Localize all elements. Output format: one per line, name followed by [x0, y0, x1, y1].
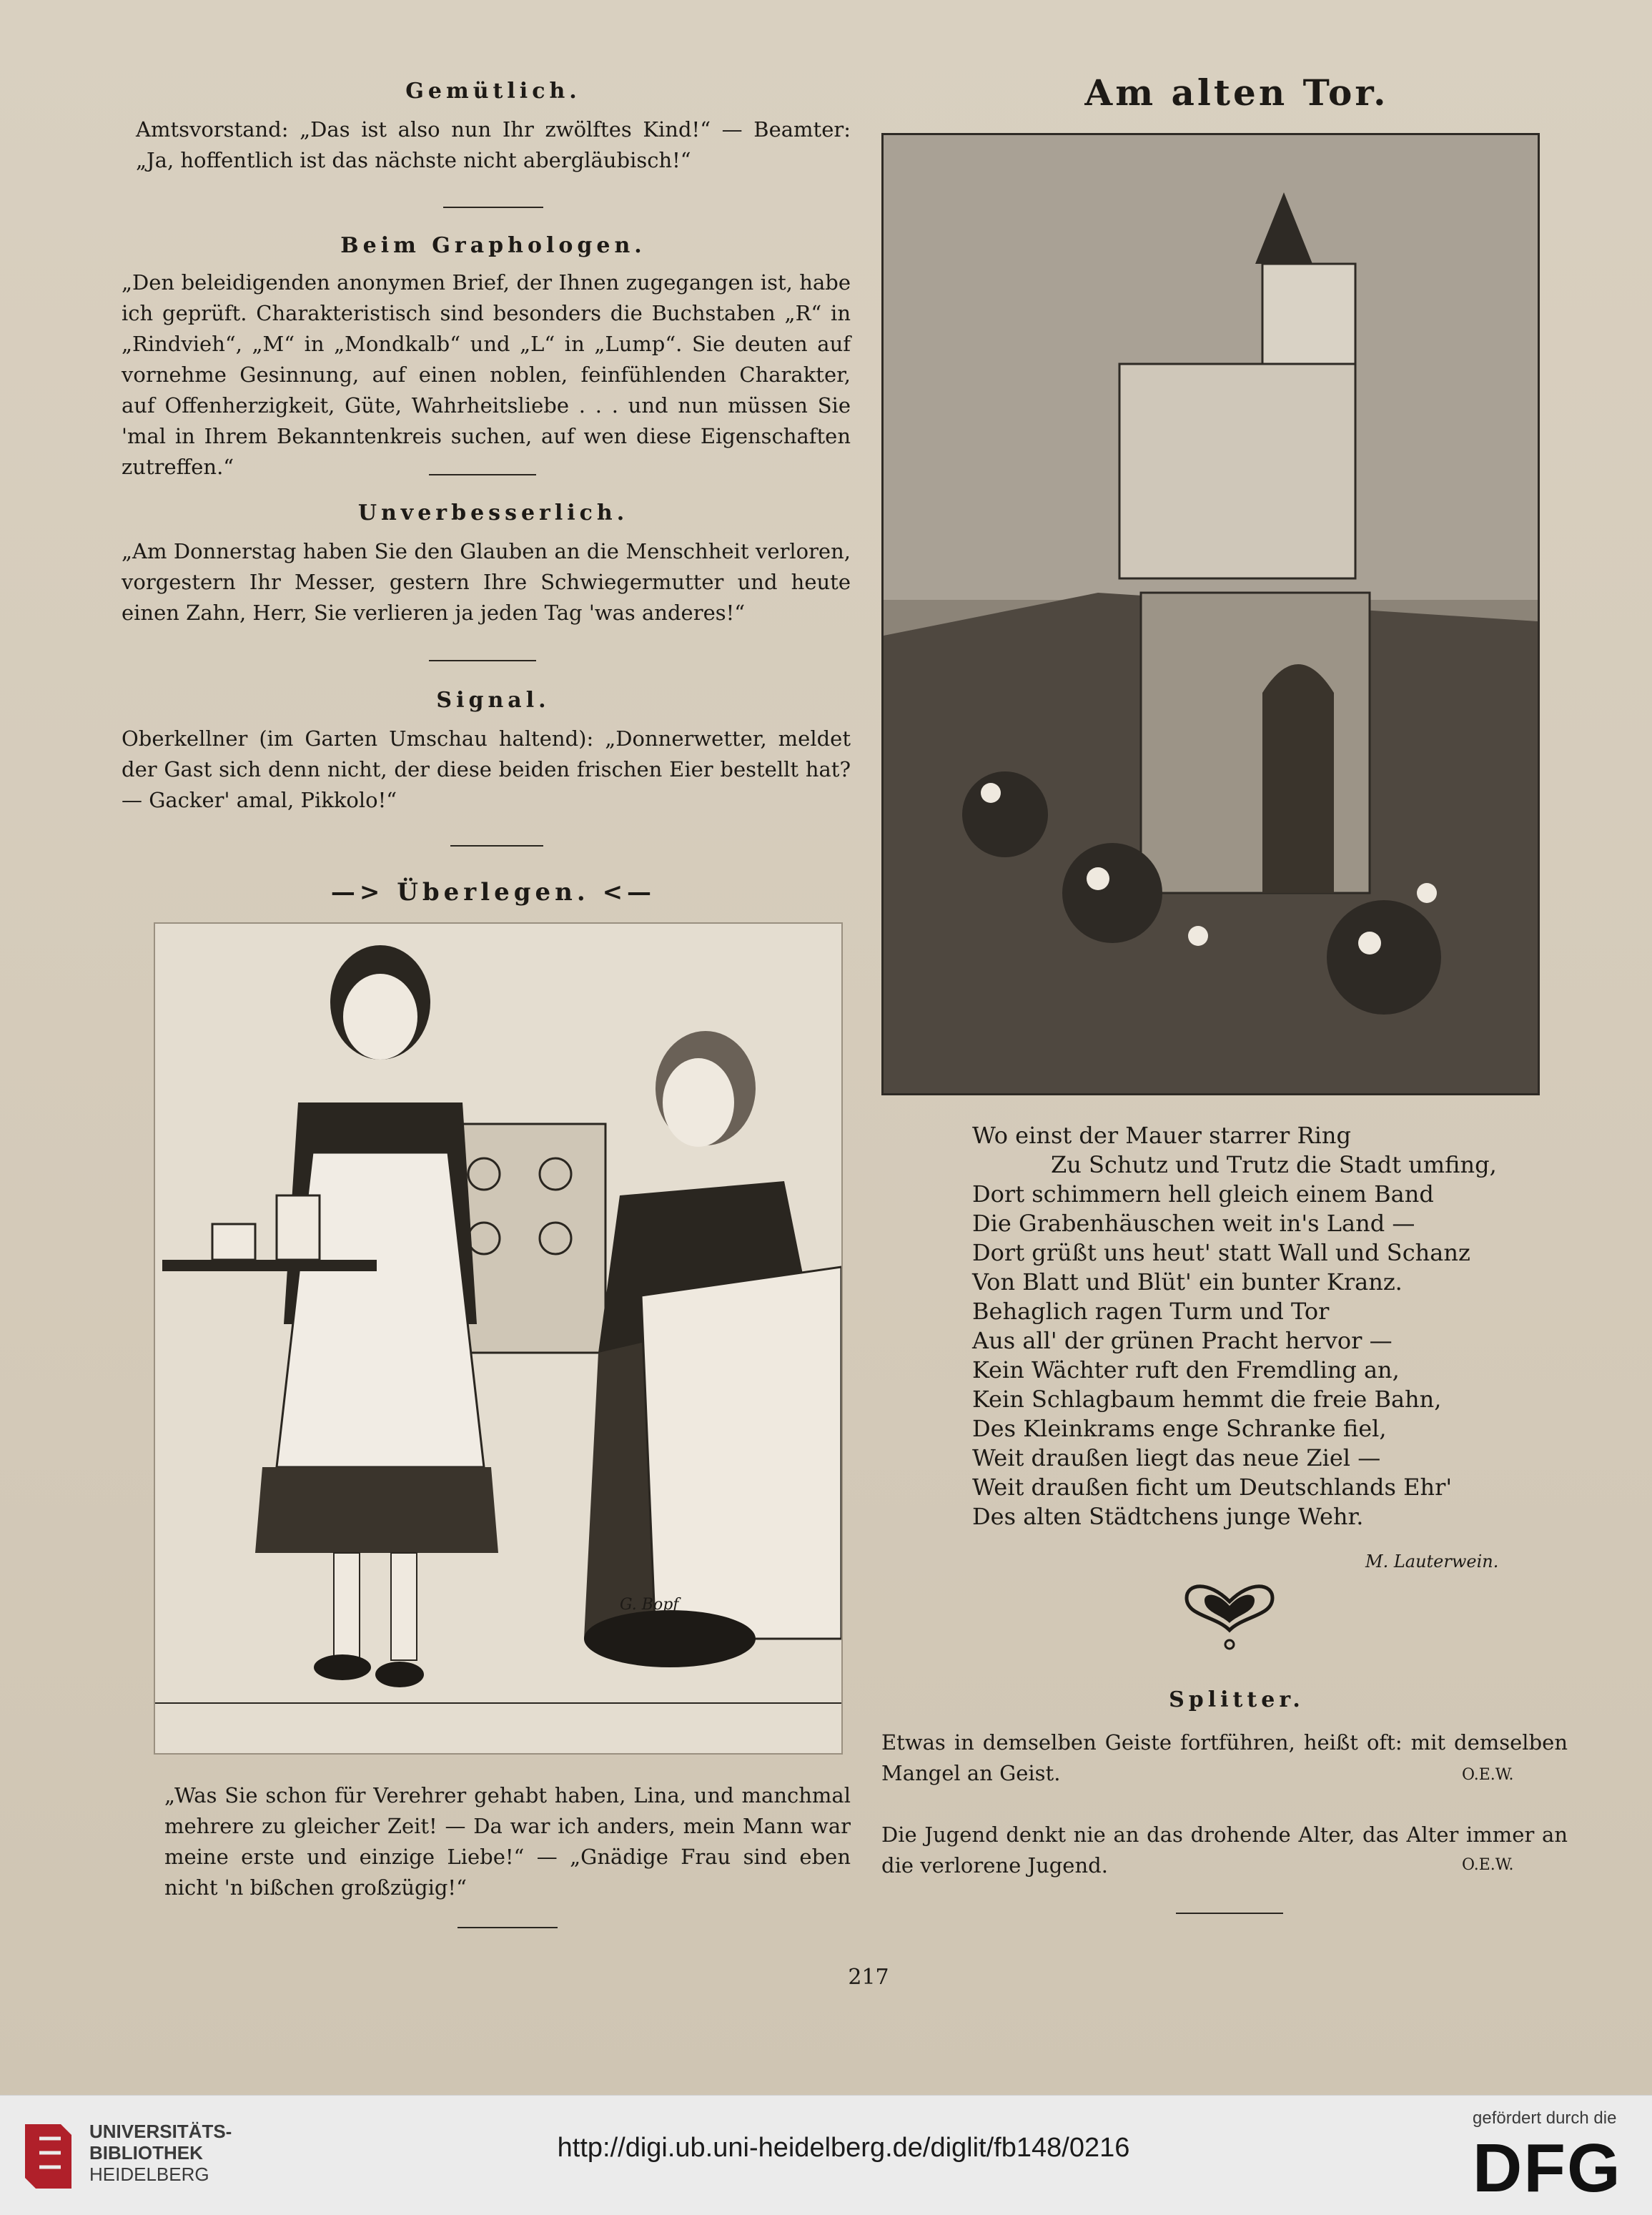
heading-splitter: Splitter. — [1169, 1687, 1305, 1712]
cartoon-drawing — [155, 924, 841, 1753]
poem-line: Aus all' der grünen Pracht hervor — — [972, 1327, 1393, 1354]
poem-body — [972, 1121, 1530, 1531]
poem-line: Behaglich ragen Turm und Tor — [972, 1298, 1330, 1325]
divider — [429, 660, 536, 661]
text-gemuetlich: Amtsvorstand: „Das ist also nun Ihr zwölftes Kind!“ — Beamter: „Ja, hoffentlich ist das nächste nicht abergläubisch!“ — [136, 117, 851, 172]
divider — [443, 207, 543, 208]
splitter-initials-2: O.E.W. — [1462, 1856, 1514, 1874]
poem-line: Weit draußen ficht um Deutschlands Ehr' — [972, 1474, 1453, 1501]
dfg-logo[interactable]: DFG — [1473, 2130, 1622, 2206]
library-name-line3: HEIDELBERG — [89, 2164, 209, 2185]
library-logo-icon — [18, 2117, 82, 2196]
splitter-item-2: Die Jugend denkt nie an das drohende Alter, das Alter immer an die verlorene Jugend. — [881, 1822, 1568, 1878]
source-url[interactable]: http://digi.ub.uni-heidelberg.de/diglit/fb148/0216 — [557, 2133, 1130, 2163]
text-graphologe: „Den beleidigenden anonymen Brief, der Ihnen zugegangen ist, habe ich geprüft. Charakteristisch sind besonders die Buchstaben „R“ in „Rindvieh“, „M“ in „Mondkalb“ und „L“ in „Lump“. Sie deuten auf vornehme Gesinnung, auf einen noblen, feinfühlenden Charakter, auf Offenherzigkeit, Güte, Wahrheitsliebe . . . und nun müssen Sie 'mal in Ihrem Bekanntenkreis suchen, auf wen diese Eigenschaften zutreffen.“ — [122, 270, 851, 479]
heading-graphologe: Beim Graphologen. — [340, 233, 646, 258]
divider — [450, 845, 543, 847]
library-name-line2: BIBLIOTHEK — [89, 2142, 203, 2164]
poem-line: Dort schimmern hell gleich einem Band — [972, 1180, 1434, 1208]
heading-signal: Signal. — [436, 688, 550, 713]
castle-gate-engraving — [881, 133, 1540, 1095]
castle-drawing — [884, 135, 1538, 1093]
artist-signature: G. Bopf — [620, 1596, 679, 1614]
divider — [1176, 1913, 1283, 1914]
splitter-item-1: Etwas in demselben Geiste fortführen, heißt oft: mit demselben Mangel an Geist. — [881, 1730, 1568, 1785]
heading-unverbesserlich: Unverbesserlich. — [357, 500, 629, 526]
divider — [457, 1927, 558, 1928]
library-logo[interactable] — [18, 2117, 82, 2196]
poem-author: M. Lauterwein. — [1365, 1552, 1499, 1572]
heading-gemuetlich: Gemütlich. — [405, 79, 581, 104]
cartoon-caption: „Was Sie schon für Verehrer gehabt haben, Lina, und manchmal mehrere zu gleicher Zeit! — Da war ich anders, mein Mann war meine erste und einzige Liebe!“ — „Gnädige Frau sind eben nicht 'n bißchen großzügig!“ — [164, 1783, 851, 1900]
poem-line: Kein Wächter ruft den Fremdling an, — [972, 1356, 1400, 1383]
poem-line: Von Blatt und Blüt' ein bunter Kranz. — [972, 1268, 1403, 1296]
heart-ornament — [1172, 1573, 1287, 1652]
poem-line: Kein Schlagbaum hemmt die freie Bahn, — [972, 1386, 1442, 1413]
poem-line: Des alten Städtchens junge Wehr. — [972, 1503, 1364, 1530]
poem-line: Dort grüßt uns heut' statt Wall und Schanz — [972, 1239, 1470, 1266]
poem-line: Zu Schutz und Trutz die Stadt umfing, — [1051, 1151, 1497, 1178]
page-number: 217 — [848, 1965, 889, 1990]
text-unverbesserlich: „Am Donnerstag haben Sie den Glauben an die Menschheit verloren, vorgestern Ihr Messer, gestern Ihre Schwiegermutter und heute einen Zahn, Herr, Sie verlieren ja jeden Tag 'was anderes!“ — [122, 539, 851, 625]
poem-line: Wo einst der Mauer starrer Ring — [972, 1122, 1351, 1149]
poem-line: Die Grabenhäuschen weit in's Land — — [972, 1210, 1415, 1237]
divider — [429, 474, 536, 475]
library-name-line1: UNIVERSITÄTS- — [89, 2121, 232, 2142]
poem-title: Am alten Tor. — [1084, 71, 1389, 114]
splitter-initials-1: O.E.W. — [1462, 1766, 1514, 1784]
cartoon-illustration — [154, 922, 843, 1755]
text-signal: Oberkellner (im Garten Umschau haltend): „Donnerwetter, meldet der Gast sich denn nicht, der diese beiden frischen Eier bestellt hat? — Gacker' amal, Pikkolo!“ — [122, 726, 851, 812]
poem-line: Weit draußen liegt das neue Ziel — — [972, 1444, 1381, 1471]
digital-library-footer — [0, 2095, 1652, 2215]
funded-by-label: gefördert durch die — [1473, 2108, 1617, 2128]
poem-line: Des Kleinkrams enge Schranke fiel, — [972, 1415, 1387, 1442]
heading-ueberlegen: —> Überlegen. <— — [330, 878, 656, 907]
